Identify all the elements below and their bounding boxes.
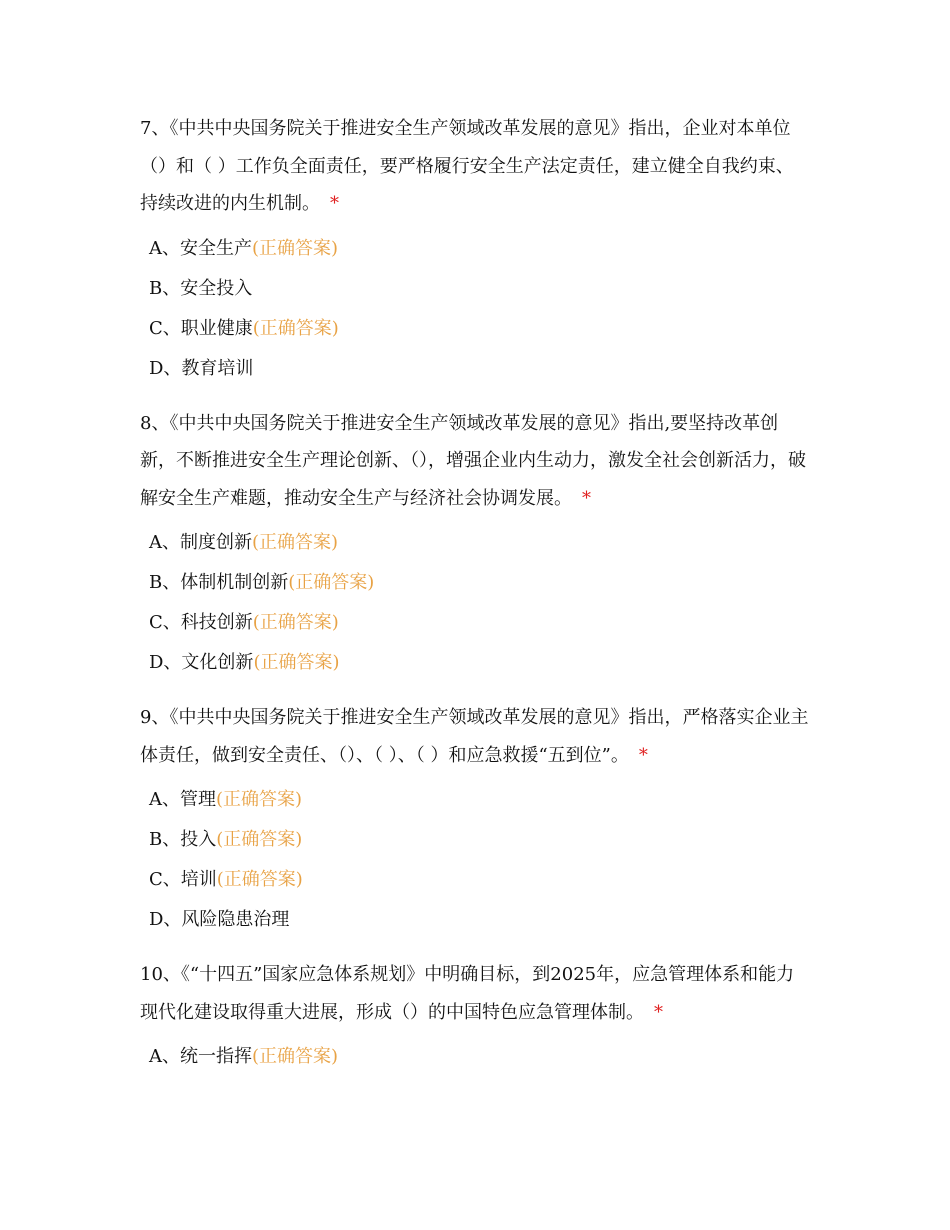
option-label: A、制度创新	[149, 532, 252, 553]
required-asterisk: *	[582, 487, 591, 509]
question-stem	[140, 956, 810, 1031]
option-a[interactable]	[149, 523, 810, 563]
question-text: 8、《中共中央国务院关于推进安全生产领域改革发展的意见》指出,要坚持改革创新，不断推进安全生产理论创新、（），增强企业内生动力，激发全社会创新活力，破解安全生产难题，推动安全生产与经济社会协调发展。	[140, 412, 806, 509]
correct-answer-tag: (正确答案)	[252, 237, 339, 259]
option-label: A、统一指挥	[149, 1046, 252, 1067]
option-label: C、职业健康	[149, 317, 253, 339]
question-10	[140, 956, 810, 1077]
question-text: 7、《中共中央国务院关于推进安全生产领域改革发展的意见》指出，企业对本单位（）和（ ）工作负全面责任，要严格履行安全生产法定责任，建立健全自我约束、持续改进的内生机制。	[140, 118, 794, 214]
question-stem	[140, 699, 810, 774]
option-label: A、管理	[149, 789, 216, 810]
option-d[interactable]	[149, 349, 810, 389]
option-a[interactable]	[149, 229, 810, 269]
question-7	[140, 110, 810, 389]
correct-answer-tag: (正确答案)	[288, 572, 375, 593]
option-d[interactable]	[149, 900, 810, 940]
question-8	[140, 405, 810, 684]
correct-answer-tag: (正确答案)	[216, 829, 303, 850]
question-9	[140, 699, 810, 940]
option-c[interactable]	[149, 603, 810, 643]
correct-answer-tag: (正确答案)	[252, 1046, 339, 1067]
correct-answer-tag: (正确答案)	[216, 869, 303, 890]
option-list	[140, 1037, 810, 1077]
question-text: 10、《“十四五”国家应急体系规划》中明确目标，到2025年，应急管理体系和能力现代化建设取得重大进展，形成（）的中国特色应急管理体制。	[140, 964, 795, 1023]
option-label: B、体制机制创新	[149, 572, 289, 593]
option-c[interactable]	[149, 860, 810, 900]
option-label: B、投入	[149, 829, 217, 850]
option-label: D、教育培训	[149, 357, 254, 379]
option-list	[140, 523, 810, 683]
option-b[interactable]	[149, 269, 810, 309]
option-d[interactable]	[149, 643, 810, 683]
question-text: 9、《中共中央国务院关于推进安全生产领域改革发展的意见》指出，严格落实企业主体责任，做到安全责任、（）、（ ）、（ ）和应急救援“五到位”。	[140, 707, 809, 766]
option-label: C、科技创新	[149, 612, 253, 633]
option-list	[140, 780, 810, 940]
question-stem	[140, 110, 810, 223]
required-asterisk: *	[330, 193, 339, 214]
option-c[interactable]	[149, 309, 810, 349]
option-label: D、风险隐患治理	[149, 909, 290, 930]
option-a[interactable]	[149, 780, 810, 820]
correct-answer-tag: (正确答案)	[252, 612, 339, 633]
option-a[interactable]	[149, 1037, 810, 1077]
option-list	[140, 229, 810, 389]
option-label: B、安全投入	[149, 277, 253, 299]
option-b[interactable]	[149, 820, 810, 860]
correct-answer-tag: (正确答案)	[252, 317, 339, 339]
correct-answer-tag: (正确答案)	[253, 652, 340, 673]
correct-answer-tag: (正确答案)	[216, 789, 303, 810]
option-b[interactable]	[149, 563, 810, 603]
option-label: C、培训	[149, 869, 217, 890]
option-label: A、安全生产	[149, 237, 252, 259]
question-stem	[140, 405, 810, 518]
option-label: D、文化创新	[149, 652, 254, 673]
correct-answer-tag: (正确答案)	[252, 532, 339, 553]
required-asterisk: *	[654, 1001, 663, 1023]
required-asterisk: *	[638, 744, 648, 766]
